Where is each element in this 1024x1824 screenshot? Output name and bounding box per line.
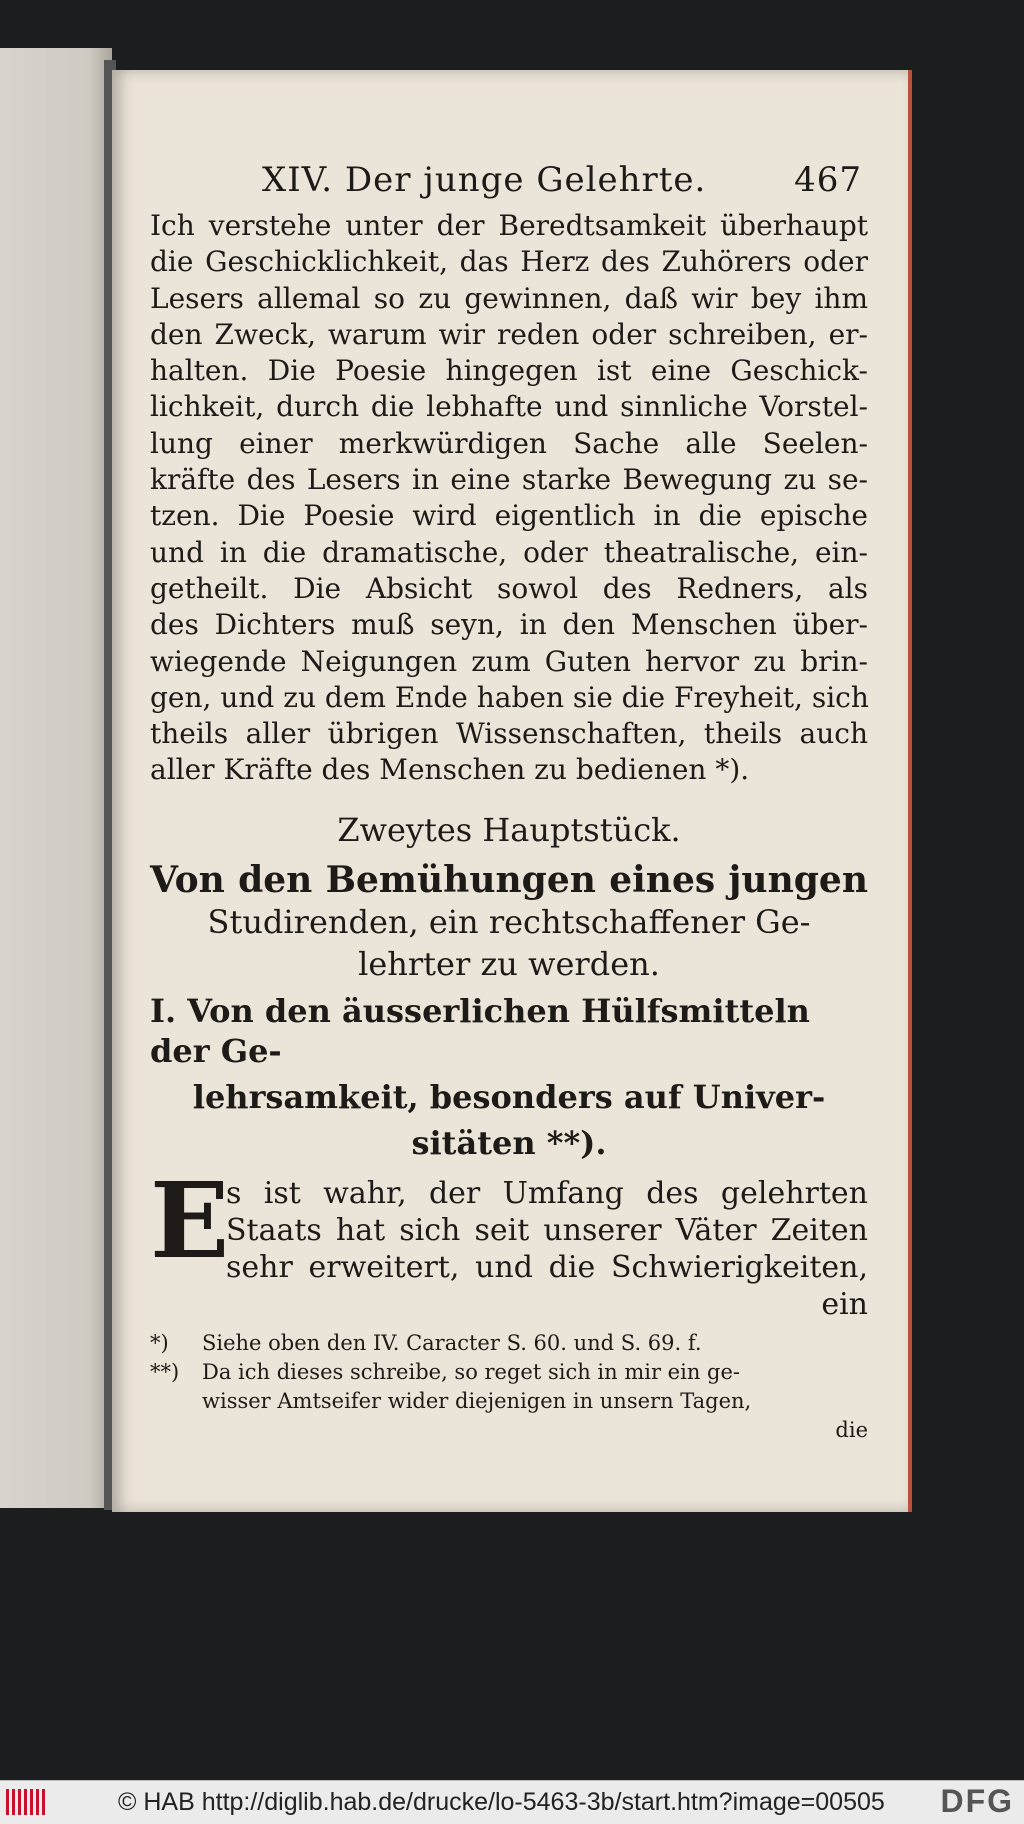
source-link[interactable]: © HAB http://diglib.hab.de/drucke/lo-5463-3b/start.htm?image=00505 xyxy=(118,1788,885,1816)
page-number: 467 xyxy=(794,160,862,200)
opening-paragraph xyxy=(150,1158,868,1323)
footnote xyxy=(150,1358,868,1387)
initial-letter: E xyxy=(150,1158,230,1282)
facing-page xyxy=(0,48,112,1508)
text-line: lichkeit, durch die lebhafte und sinnliche Vorstel- xyxy=(150,390,868,424)
section-heading-line: I. Von den äusserlichen Hülfsmitteln der Ge- xyxy=(150,991,810,1070)
body-paragraph xyxy=(150,208,868,789)
text-line: wiegende Neigungen zum Guten hervor zu brin- xyxy=(150,644,868,678)
text-line: theils aller übrigen Wissenschaften, theils auch xyxy=(150,717,868,751)
text-line: kräfte des Lesers in eine starke Bewegung zu se- xyxy=(150,463,868,497)
text-line: Ich verstehe unter der Beredtsamkeit überhaupt xyxy=(150,209,868,242)
text-line: Lesers allemal so zu gewinnen, daß wir bey ihm xyxy=(150,281,868,315)
text-line: den Zweck, warum wir reden oder schreiben, er- xyxy=(150,317,868,351)
running-head-title: XIV. Der junge Gelehrte. xyxy=(262,160,707,200)
section-heading-line: sitäten **). xyxy=(411,1123,607,1162)
text-line: tzen. Die Poesie wird eigentlich in die epische xyxy=(150,499,868,533)
footer-bar xyxy=(0,1780,1024,1824)
footnote-text: Siehe oben den IV. Caracter S. 60. und S. 69. f. xyxy=(202,1330,702,1355)
text-line: s ist wahr, der Umfang des gelehrten xyxy=(226,1175,868,1211)
dfg-logo: DFG xyxy=(940,1783,1014,1819)
chapter-title-line: Studirenden, ein rechtschaffener Ge- xyxy=(207,902,811,941)
text-line: sehr erweitert, und die Schwierigkeiten, xyxy=(226,1249,868,1285)
running-head xyxy=(262,160,862,200)
footnote xyxy=(150,1329,868,1358)
text-line: lung einer merkwürdigen Sache alle Seelen- xyxy=(150,426,868,460)
catchword: ein xyxy=(821,1286,868,1322)
page-text xyxy=(150,208,868,1445)
footnote-mark: *) xyxy=(150,1330,169,1355)
chapter-title-line: lehrter zu werden. xyxy=(358,944,660,983)
text-line: und in die dramatische, oder theatralische, ein- xyxy=(150,535,868,569)
text-line: aller Kräfte des Menschen zu bedienen *). xyxy=(150,753,750,787)
footnote-text: Da ich dieses schreibe, so reget sich in mir ein ge- xyxy=(202,1359,740,1384)
chapter-title-line: Von den Bemühungen eines jungen xyxy=(150,858,868,901)
text-line: halten. Die Poesie hingegen ist eine Geschick- xyxy=(150,354,868,388)
barcode-icon xyxy=(6,1789,46,1815)
section-heading-line: lehrsamkeit, besonders auf Univer- xyxy=(192,1077,826,1116)
book-page xyxy=(112,70,912,1512)
footnote-text: wisser Amtseifer wider diejenigen in unsern Tagen, xyxy=(202,1388,752,1413)
text-line: des Dichters muß seyn, in den Menschen über- xyxy=(150,608,868,642)
chapter-heading: Zweytes Hauptstück. xyxy=(337,810,681,849)
footnote-catchword: die xyxy=(835,1417,868,1442)
footnote-mark: **) xyxy=(150,1359,180,1384)
text-line: gen, und zu dem Ende haben sie die Freyheit, sich xyxy=(150,680,869,714)
text-line: die Geschicklichkeit, das Herz des Zuhörers oder xyxy=(150,245,868,279)
text-line: Staats hat sich seit unserer Väter Zeiten xyxy=(226,1212,868,1248)
text-line: getheilt. Die Absicht sowol des Redners, als xyxy=(150,571,868,605)
